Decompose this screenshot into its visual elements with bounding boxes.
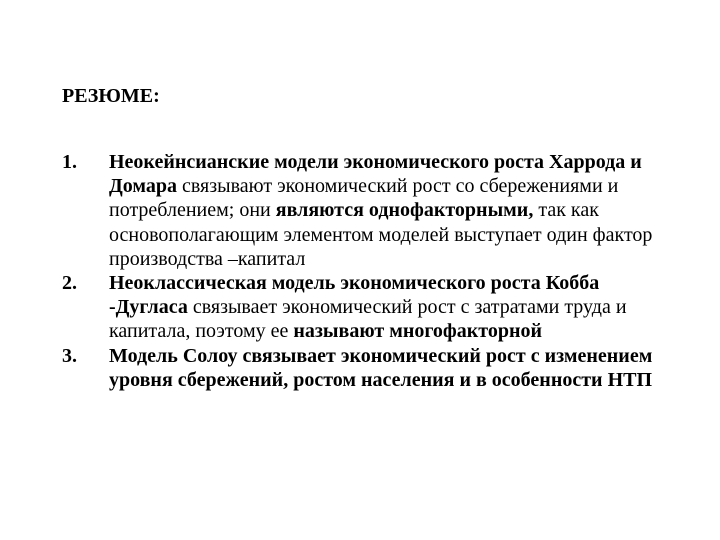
item-number: 1. [62,151,77,173]
list-item-1 [62,150,662,271]
neoclassical-model-title: Неоклассическая модель экономического роста Кобба -Дугласа [109,272,600,319]
summary-list [62,150,662,392]
item-number: 3. [62,344,77,367]
summary-heading: РЕЗЮМЕ: [62,85,160,107]
list-item-2 [62,271,662,344]
solow-model-text: Модель Солоу связывает экономический рост с изменением уровня сбережений, ростом населения и в особенности НТП [109,344,653,391]
single-factor-emphasis: являются однофакторными, [275,199,534,222]
keynesian-models-title: Неокейнсианские модели экономического роста Харрода и Домара [109,151,642,198]
list-item-3 [62,344,662,392]
item-text: так как основополагающим элементом моделей выступает один фактор производства –капитал [109,199,653,270]
multi-factor-emphasis: называют многофакторной [293,320,543,343]
item-number: 2. [62,272,77,295]
item-text: связывают экономический рост со сбережениями и потреблением; они [109,175,619,222]
item-text: связывает экономический рост с затратами труда и капитала, поэтому ее [109,296,627,343]
